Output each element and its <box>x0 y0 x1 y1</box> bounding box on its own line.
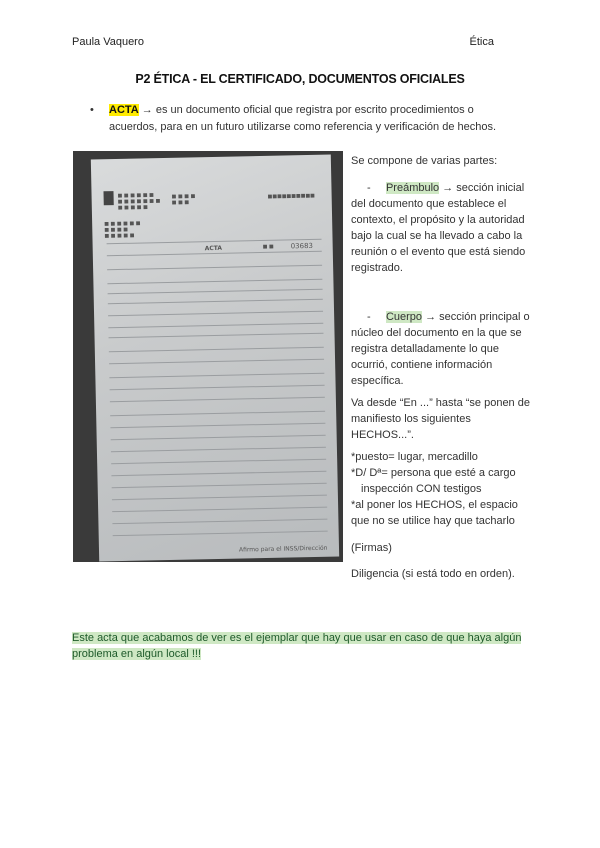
preambulo-term: Preámbulo <box>385 182 440 194</box>
acta-paper: ■ ■ ■ ■ ■ ■ ■ ■ ■ ■ ■ ■ ■ ■ ■ ■ ■ ■ ■ ■ ■ ■ ■ ■ ■ ■■■■■■■■■■ ■ ■ ■ ■ ■ ■ ■ ■ ■ ■ ■ ■ ■ ■ ■ ACTA ■ ■ 03683 Afirmo para el INSS/Dirección <box>91 155 339 562</box>
note-inspeccion: inspección CON testigos <box>361 483 482 495</box>
note-puesto: *puesto= lugar, mercadillo <box>351 451 478 463</box>
acta-photo <box>73 151 343 562</box>
logo-icon <box>103 191 113 205</box>
preambulo-dash: - <box>367 182 371 194</box>
cuerpo-range: Va desde “En ...” hasta “se ponen de manifiesto los siguientes HECHOS...”. <box>351 397 530 441</box>
cuerpo-dash: - <box>367 311 371 323</box>
cuerpo-section <box>351 309 531 389</box>
firmas-label: (Firmas) <box>351 542 392 554</box>
photo-footer-text: Afirmo para el INSS/Dirección <box>238 544 328 554</box>
acta-bullet <box>90 102 520 136</box>
acta-definition: → es un documento oficial que registra por escrito procedimientos o acuerdos, para en un futuro utilizarse como referencia y verificación de hechos. <box>109 104 497 133</box>
page-title: P2 ÉTICA - EL CERTIFICADO, DOCUMENTOS OFICIALES <box>135 72 465 86</box>
photo-sheet-number: 03683 <box>290 241 314 251</box>
preambulo-text: → sección inicial del documento que establece el contexto, el propósito y la autoridad bajo la cual se ha llevado a cabo la reunión o el evento que está siendo registrado. <box>351 182 526 274</box>
bottom-note-text: Este acta que acabamos de ver es el ejemplar que hay que usar en caso de que haya algún problema en algún local !!! <box>72 632 522 660</box>
note-dd: *D/ Dª= persona que esté a cargo <box>351 467 516 479</box>
author-name: Paula Vaquero <box>72 36 144 48</box>
subject-name: Ética <box>469 36 494 48</box>
cuerpo-text: → sección principal o núcleo del documento en la que se registra detalladamente lo que ocurrió, contiene información específica. <box>351 311 530 387</box>
acta-term: ACTA <box>109 104 139 116</box>
cuerpo-term: Cuerpo <box>385 311 423 323</box>
diligencia-label: Diligencia (si está todo en orden). <box>351 568 515 580</box>
bullet-dot-icon: • <box>90 104 94 116</box>
preambulo-section <box>351 180 531 276</box>
parts-intro: Se compone de varias partes: <box>351 155 498 167</box>
note-hechos: *al poner los HECHOS, el espacio que no se utilice hay que tacharlo <box>351 499 518 527</box>
photo-acta-title: ACTA <box>204 244 223 253</box>
bottom-note <box>72 630 522 662</box>
